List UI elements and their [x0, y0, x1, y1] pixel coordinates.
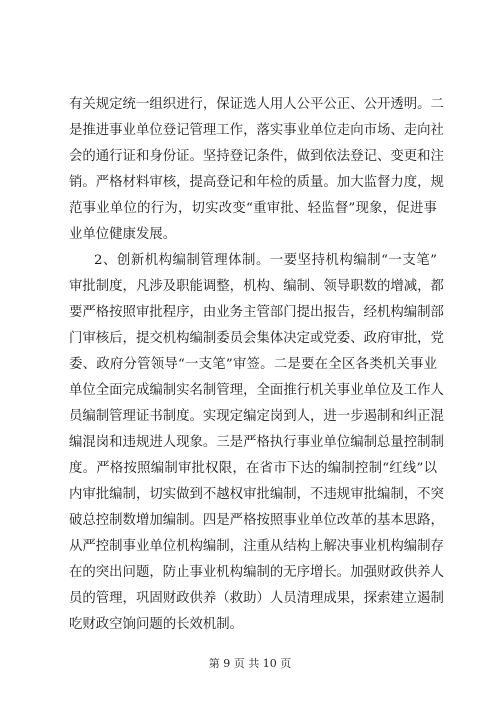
text-line: 门审核后，提交机构编制委员会集体决定或党委、政府审批，党	[69, 331, 444, 346]
text-line: 会的通行证和身份证。坚持登记条件，做到依法登记、变更和注	[69, 149, 444, 164]
page-footer	[0, 655, 500, 671]
text-line: 范事业单位的行为，切实改变“重审批、轻监督”现象，促进事	[69, 201, 437, 216]
text-line: 销。严格材料审核，提高登记和年检的质量。加大监督力度，规	[69, 175, 444, 190]
text-line: 员的管理，巩固财政供养（救助）人员清理成果，探索建立遏制	[69, 591, 444, 606]
paragraph-1	[69, 92, 444, 248]
text-line: 在的突出问题，防止事业机构编制的无序增长。加强财政供养人	[69, 565, 444, 580]
paragraph-2	[69, 248, 444, 638]
text-line: 员编制管理证书制度。实现定编定岗到人，进一步遏制和纠正混	[69, 409, 444, 424]
text-line: 单位全面完成编制实名制管理，全面推行机关事业单位及工作人	[69, 383, 444, 398]
text-line: 是推进事业单位登记管理工作，落实事业单位走向市场、走向社	[69, 123, 444, 138]
text-line: 2、创新机构编制管理体制。一要坚持机构编制“一支笔”	[94, 253, 437, 268]
text-line: 审批制度，凡涉及职能调整，机构、编制、领导职数的增减，都	[69, 279, 444, 294]
text-line: 从严控制事业单位机构编制，注重从结构上解决事业机构编制存	[69, 539, 444, 554]
text-line: 吃财政空饷问题的长效机制。	[69, 617, 244, 632]
page-number: 第 9 页 共 10 页	[208, 657, 292, 670]
document-body	[69, 92, 444, 638]
text-line: 破总控制数增加编制。四是严格按照事业单位改革的基本思路，	[69, 513, 444, 528]
text-line: 内审批编制，切实做到不越权审批编制，不违规审批编制，不突	[69, 487, 444, 502]
text-line: 有关规定统一组织进行，保证选人用人公平公正、公开透明。二	[69, 97, 444, 112]
text-line: 编混岗和违规进人现象。三是严格执行事业单位编制总量控制制	[69, 435, 444, 450]
text-line: 业单位健康发展。	[69, 227, 177, 242]
text-line: 委、政府分管领导“一支笔”审签。二是要在全区各类机关事业	[69, 357, 437, 372]
text-line: 度。严格按照编制审批权限，在省市下达的编制控制“红线”以	[69, 461, 437, 476]
text-line: 要严格按照审批程序，由业务主管部门提出报告，经机构编制部	[69, 305, 444, 320]
